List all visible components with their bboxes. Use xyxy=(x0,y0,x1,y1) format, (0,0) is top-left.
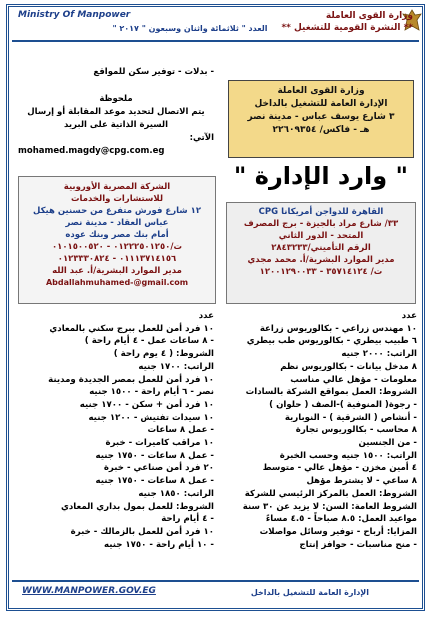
note-body: يتم الاتصال لتحديد موعد المقابلة أو إرسال السيرة الذاتية على البريد xyxy=(27,107,205,130)
job-line: الشروط: للعمل بمول بداري المعادي xyxy=(60,501,214,512)
left-jobs-list xyxy=(18,310,214,551)
job-line: - عمل ٨ ساعات xyxy=(147,425,214,436)
cpg-address-1: ٣٣/ شارع مراد بالجيزة - برج المصرف xyxy=(243,219,399,229)
header-rule xyxy=(12,40,419,42)
job-line: - ٤ أيام راحة xyxy=(161,514,214,525)
job-line: ٨ مدخل بيانات - بكالوريوس نظم xyxy=(280,361,417,372)
job-line: ٦ طبيب بيطري - بكالوريوس طب بيطري xyxy=(246,336,417,347)
job-line: - عمل ٨ ساعات - ١٧٥٠ جنيه xyxy=(95,450,214,461)
job-line: - ٨ ساعات عمل - ٤ أيام راحة ) xyxy=(84,336,214,347)
issue-number: العدد " ثلاثمائة واثنان وسبعون " ٢٠١٧ " xyxy=(112,24,268,33)
right-jobs-list xyxy=(221,310,417,551)
job-line: الشروط العامة: السن: لا يزيد عن ٣٠ سنة xyxy=(242,501,417,512)
ministry-address-box xyxy=(228,80,414,158)
cpg-phone: ت/ ٣٥٧١٤١٢٤ - ١٢٠٠١٢٩٠٠٣٣ xyxy=(259,267,383,277)
job-line: ١٠ فرد أمن للعمل ببرج سكني بالمعادي xyxy=(49,323,214,334)
egy-address-2: عباس العقاد - مدينة نصر xyxy=(65,218,169,228)
egy-phone-2: ٠١١١٣٧١٤١٥٦ - ٠١٢٣٣٣٠٨٢٤ xyxy=(57,254,177,264)
job-line: عدد xyxy=(401,311,417,321)
egy-name: الشركة المصرية الأوروبية xyxy=(63,182,171,192)
note-title: ملحوظة xyxy=(99,94,133,104)
job-line: الراتب: ١٥٠٠ جنيه وحسب الخبرة xyxy=(279,450,417,461)
job-line: - ١٠ أيام راحة - ١٧٥٠ جنيه xyxy=(104,539,214,550)
job-line: - أنشاص ( الشرقية ) - النوبارية xyxy=(284,412,417,423)
job-line: المزايا: أرباح - توفير وسائل مواصلات xyxy=(259,526,417,537)
job-line: ١٠ فرد أمن للعمل بمصر الجديدة ومدينة xyxy=(48,374,214,385)
job-line: - رجوة( المنوفية )-الصف ( حلوان ) xyxy=(269,399,417,410)
job-line: ١٠ مهندس زراعي - بكالوريوس زراعة xyxy=(259,323,417,334)
job-line: ١٠ مراقب كاميرات - خبرة xyxy=(105,438,214,449)
footer-department: الإدارة العامة للتشغيل بالداخل xyxy=(250,588,369,597)
job-line: - عمل ٨ ساعات - ١٧٥٠ جنيه xyxy=(95,476,214,487)
egy-hr-manager: مدير الموارد البشرية/أ. عبد الله xyxy=(52,266,182,276)
footer-rule xyxy=(12,580,419,582)
job-line: ٨ ساعي - لا يشترط مؤهل xyxy=(306,476,417,487)
egy-subtitle: للاستشارات والخدمات xyxy=(70,194,164,204)
main-title: " وارد الإدارة " xyxy=(233,162,409,190)
cpg-company-box xyxy=(226,202,416,304)
left-top-section xyxy=(18,66,214,158)
job-line: مواعيد العمل: ٨.٥ صباحاً - ٤.٥ مساءً xyxy=(265,514,417,525)
job-line: ١٠ سيدات تفتيش - ١٢٠٠ جنيه xyxy=(88,412,214,423)
egy-address-1: ١٢ شارع فورش متفرع من حسنين هيكل xyxy=(32,206,202,216)
job-line: الشروط: ( ٤ يوم راحة ) xyxy=(113,349,214,360)
website-link[interactable]: WWW.MANPOWER.GOV.EG xyxy=(22,586,156,596)
job-line: ١٠ فرد أمن للعمل بالزمالك - خبرة xyxy=(70,526,214,537)
contact-email[interactable]: mohamed.magdy@cpg.com.eg xyxy=(18,146,165,156)
box-department: الإدارة العامة للتشغيل بالداخل xyxy=(254,99,388,109)
benefits-line: - بدلات - توفير سكن للمواقع xyxy=(93,67,214,77)
job-line: ٨ محاسب - بكالوريوس تجارة xyxy=(295,425,417,436)
cpg-insurance-no: الرقم التأميني/٢٨٤٣٢٣٣ xyxy=(271,243,371,253)
job-line: الراتب: ٢٠٠٠ جنيه xyxy=(341,349,417,360)
egy-address-3: أمام بنك مصر وبنك عوده xyxy=(65,230,169,240)
job-line: ٤ أمين مخزن - مؤهل عالي - متوسط xyxy=(262,463,417,474)
job-line: - من الجنسين xyxy=(358,438,417,449)
cpg-name: القاهرة للدواجن أمريكانا CPG xyxy=(258,207,384,217)
job-line: معلومات - مؤهل عالي مناسب xyxy=(290,374,417,385)
egy-phone-1: ت/٠١٢٢٢٥٠١٢٥٠ - ٠١٠١٥٠٠٥٢٠ xyxy=(51,242,183,252)
job-line: - منح مناسبات - حوافز إنتاج xyxy=(299,539,417,550)
job-line: عدد xyxy=(198,311,214,321)
cpg-hr-manager: مدير الموارد البشرية/أ. محمد مجدي xyxy=(247,255,395,265)
bulletin-name-ar: ** النشرة القومية للتشغيل ** xyxy=(281,23,413,33)
job-line: ٢٠ فرد أمن صناعي - خبرة xyxy=(103,463,214,474)
cpg-address-2: المتحد - الدور الثاني xyxy=(278,231,364,241)
job-line: الراتب: ١٨٥٠ جنيه xyxy=(138,488,214,499)
job-line: ١٠ فرد أمن + سكن - ١٧٠٠ جنيه xyxy=(79,399,214,410)
note-label: الآتي: xyxy=(189,133,214,143)
egy-company-box xyxy=(18,176,216,304)
ministry-name-en: Ministry Of Manpower xyxy=(18,10,131,20)
box-address: ٣ شارع يوسف عباس - مدينة نصر xyxy=(247,112,395,122)
job-line: الراتب: ١٧٠٠ جنيه xyxy=(138,361,214,372)
ministry-name-ar: وزارة القوى العاملة xyxy=(325,11,413,21)
box-phone: هـ - فاكس/ ٢٢٦٠٩٣٥٤ xyxy=(272,125,370,135)
job-line: الشروط: العمل بالمركز الرئيسي للشركة xyxy=(244,488,417,499)
job-line: الشروط: العمل بمواقع الشركة بالسادات xyxy=(245,387,417,398)
box-ministry: وزارة القوى العاملة xyxy=(277,86,365,96)
job-line: نصر - ٦ أيام راحة - ١٥٠٠ جنيه xyxy=(89,387,214,398)
egy-email[interactable]: Abdallahmuhamed-@gmail.com xyxy=(45,278,189,287)
